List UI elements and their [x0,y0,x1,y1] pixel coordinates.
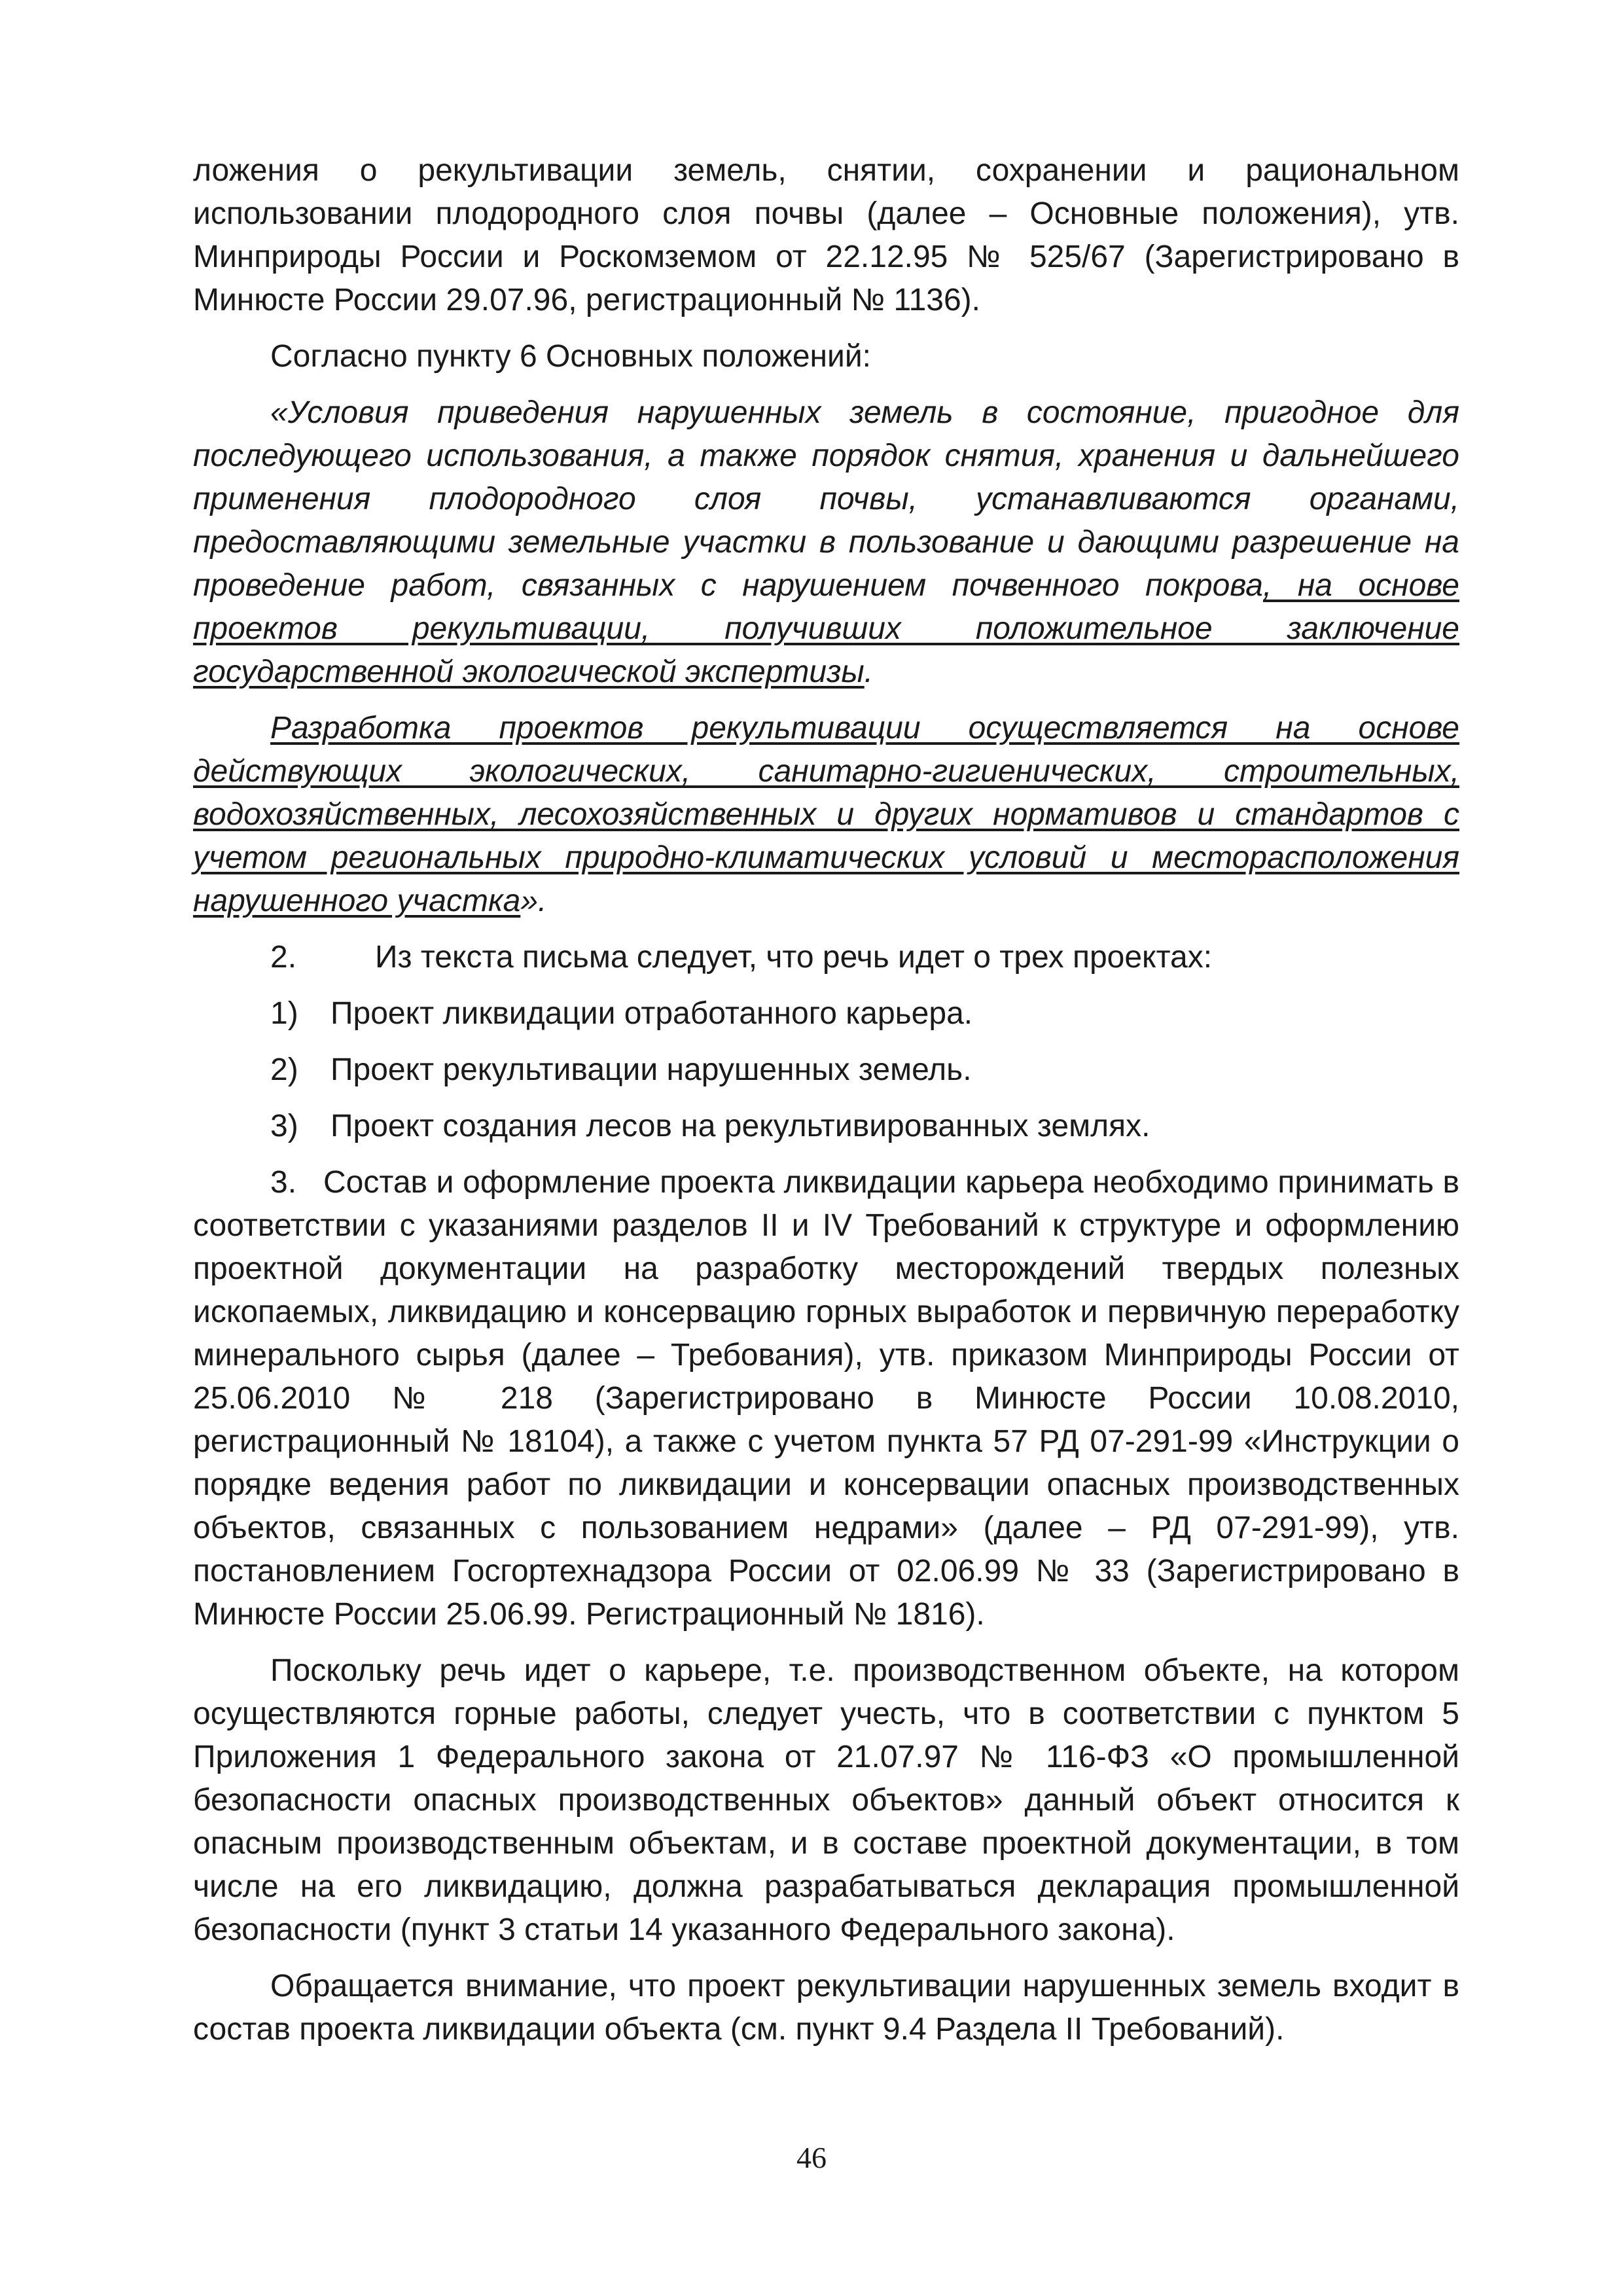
list-item [193,1105,1459,1148]
numbered-item-3-marker: 3. [270,1165,297,1200]
numbered-item-3 [193,1161,1459,1636]
numbered-item-2-text: Из текста письма следует, что речь идет о трех проектах: [375,940,1213,975]
list-item-text: Проект создания лесов на рекультивированных землях. [330,1109,1150,1143]
list-item-text: Проект ликвидации отработанного карьера. [330,996,973,1031]
list-item [193,992,1459,1035]
list-item-marker: 2) [270,1052,298,1087]
quote-2-underlined: Разработка проектов рекультивации осуществляется на основе действующих экологических, санитарно-гигиенических, строительных, водохозяйственных, лесохозяйственных и других нормативов и стандартов с учетом региональных природно-климатических условий и месторасположения нарушенного участка [193,711,1459,918]
quote-paragraph-1 [193,391,1459,694]
paragraph-hazard: Поскольку речь идет о карьере, т.е. производственном объекте, на котором осуществляются горные работы, следует учесть, что в соответствии с пунктом 5 Приложения 1 Федерального закона от 21.07.97 № 116-ФЗ «О промышленной безопасности опасных производственных объектов» данный объект относится к опасным производственным объектам, и в составе проектной документации, в том числе на его ликвидацию, должна разрабатываться декларация промышленной безопасности (пункт 3 статьи 14 указанного Федерального закона). [193,1653,1459,1947]
document-page [193,149,1459,2051]
list-item-marker: 1) [270,996,298,1031]
quote-1-underlined: , на основе проектов рекультивации, получивших положительное заключение государственной экологической экспертизы [193,568,1459,689]
paragraph-reference: Согласно пункту 6 Основных положений: [270,339,871,374]
quote-2-end: ». [520,884,547,918]
numbered-item-2 [193,936,1459,979]
numbered-item-2-marker: 2. [270,940,297,975]
list-item [193,1049,1459,1092]
quote-1-end: . [864,655,874,689]
quote-paragraph-2 [193,707,1459,923]
numbered-item-3-text: Состав и оформление проекта ликвидации карьера необходимо принимать в соответствии с указаниями разделов II и IV Требований к структуре и оформлению проектной документации на разработку месторождений твердых полезных ископаемых, ликвидацию и консервацию горных выработок и первичную переработку минерального сырья (далее – Требования), утв. приказом Минприроды России от 25.06.2010 № 218 (Зарегистрировано в Минюсте России 10.08.2010, регистрационный № 18104), а также с учетом пункта 57 РД 07-291-99 «Инструкции о порядке ведения работ по ликвидации и консервации опасных производственных объектов, связанных с пользованием недрами» (далее – РД 07-291-99), утв. постановлением Госгортехнадзора России от 02.06.99 № 33 (Зарегистрировано в Минюсте России 25.06.99. Регистрационный № 1816). [193,1165,1460,1632]
page-number: 46 [796,2141,827,2174]
list-item-text: Проект рекультивации нарушенных земель. [330,1052,972,1087]
list-item-marker: 3) [270,1109,298,1143]
paragraph-final: Обращается внимание, что проект рекультивации нарушенных земель входит в состав проекта ликвидации объекта (см. пункт 9.4 Раздела II Требований). [193,1969,1459,2047]
quote-1-text: «Условия приведения нарушенных земель в состояние, пригодное для последующего использования, а также порядок снятия, хранения и дальнейшего применения плодородного слоя почвы, устанавливаются органами, предоставляющими земельные участки в пользование и дающими разрешение на проведение работ, связанных с нарушением почвенного покрова [193,395,1459,603]
paragraph-continuation: ложения о рекультивации земель, снятии, сохранении и рациональном использовании плодородного слоя почвы (далее – Основные положения), утв. Минприроды России и Роскомземом от 22.12.95 № 525/67 (Зарегистрировано в Минюсте России 29.07.96, регистрационный № 1136). [193,153,1459,317]
